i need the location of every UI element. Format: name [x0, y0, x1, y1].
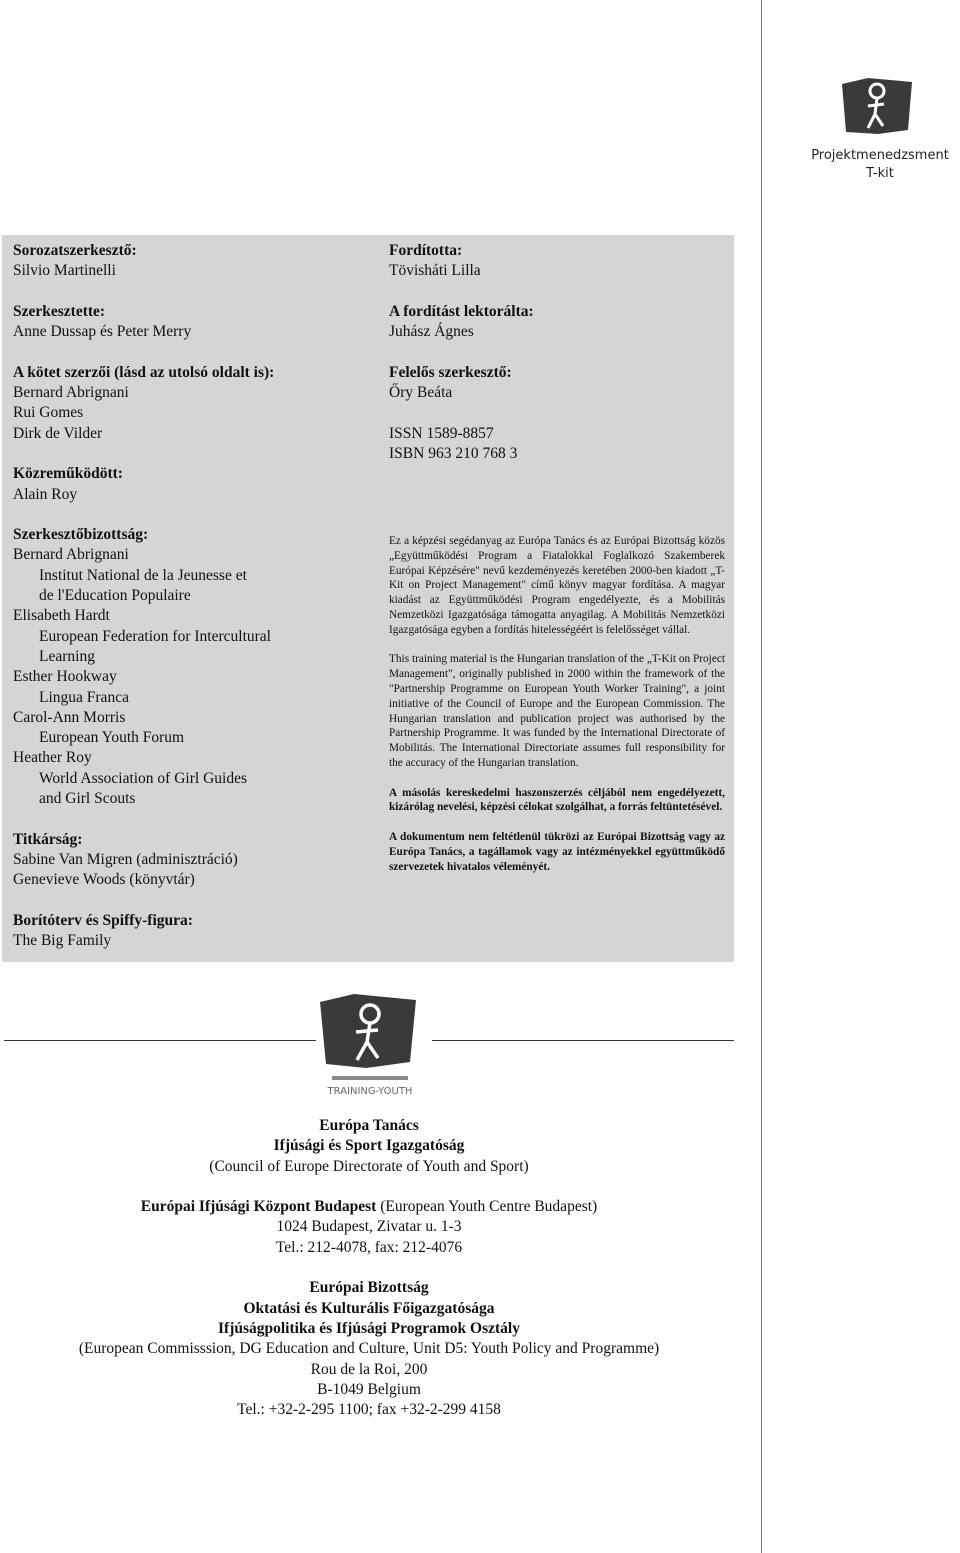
contributed-block: [13, 464, 373, 505]
authors-label: A kötet szerzői (lásd az utolsó oldalt is):: [13, 363, 275, 381]
board-organisation: Learning: [39, 647, 95, 665]
board-organisation: European Federation for Intercultural: [39, 627, 271, 645]
proofread-block: [389, 302, 729, 343]
board-member: Carol-Ann Morris: [13, 708, 126, 726]
credits-left-column: [13, 241, 373, 972]
translated-label: Fordította:: [389, 242, 463, 259]
ec-address-street: Rou de la Roi, 200: [310, 1360, 428, 1378]
responsible-editor-block: [389, 363, 729, 404]
cover-design-block: [13, 911, 373, 952]
board-organisation: and Girl Scouts: [39, 790, 136, 808]
logo-caption: TRAINING-YOUTH: [327, 1086, 413, 1097]
credits-right-column: [389, 241, 729, 485]
coe-directorate: Ifjúsági és Sport Igazgatóság: [273, 1137, 465, 1155]
contributed-label: Közreműködött:: [13, 465, 123, 483]
board-member: Bernard Abrignani: [13, 546, 129, 564]
author-name: Bernard Abrignani: [13, 384, 129, 402]
editorial-board-label: Szerkesztőbizottság:: [13, 526, 149, 544]
proofread-name: Juhász Ágnes: [389, 323, 474, 341]
edited-by-block: [13, 302, 373, 343]
author-name: Dirk de Vilder: [13, 424, 103, 442]
contributed-name: Alain Roy: [13, 485, 78, 503]
coe-block: [0, 1116, 738, 1177]
eycb-block: [0, 1197, 738, 1258]
eycb-phone: Tel.: 212-4078, fax: 212-4076: [275, 1238, 463, 1256]
contact-footer: [0, 1116, 738, 1441]
series-editor-name: Silvio Martinelli: [13, 262, 116, 280]
series-editor-block: [13, 241, 373, 282]
board-organisation: European Youth Forum: [39, 729, 185, 747]
ec-block: [0, 1278, 738, 1420]
divider-left: [4, 1040, 316, 1041]
ec-address-city: B-1049 Belgium: [317, 1380, 421, 1398]
secretariat-name: Genevieve Woods (könyvtár): [13, 871, 195, 889]
t-kit-logo-icon: [838, 74, 916, 138]
authors-block: [13, 363, 373, 444]
secretariat-block: [13, 830, 373, 891]
board-organisation: Lingua Franca: [39, 688, 129, 706]
ec-phone: Tel.: +32-2-295 1100; fax +32-2-299 4158: [237, 1401, 501, 1419]
board-organisation: Institut National de la Jeunesse et: [39, 566, 247, 584]
edited-by-label: Szerkesztette:: [13, 302, 106, 320]
cover-design-label: Borítóterv és Spiffy-figura:: [13, 911, 193, 929]
ec-unit: Ifjúságpolitika és Ifjúsági Programok Osztály: [218, 1319, 520, 1337]
eycb-address: 1024 Budapest, Zivatar u. 1-3: [276, 1218, 462, 1236]
board-organisation: de l'Education Populaire: [39, 587, 191, 605]
divider-right: [432, 1040, 734, 1041]
eycb-name: Európai Ifjúsági Központ Budapest: [140, 1198, 377, 1216]
ec-dg: Oktatási és Kulturális Főigazgatósága: [243, 1299, 495, 1317]
eycb-english: (European Youth Centre Budapest): [380, 1198, 598, 1216]
editorial-board-block: [13, 525, 373, 809]
series-editor-label: Sorozatszerkesztő:: [13, 242, 137, 259]
author-name: Rui Gomes: [13, 404, 84, 422]
note-disclaimer: A dokumentum nem feltétlenül tükrözi az Európai Bizottság vagy az Európa Tanács, a tagállamok vagy az intézményekkel együttműködő szervezetek hivatalos véleményét.: [389, 830, 725, 873]
header-subtitle: T-kit: [866, 166, 894, 181]
board-member: Esther Hookway: [13, 668, 117, 686]
ec-english: (European Commisssion, DG Education and Culture, Unit D5: Youth Policy and Programme): [78, 1340, 660, 1358]
note-english: This training material is the Hungarian translation of the „T-Kit on Project Management", originally published in 2000 within the framework of the "Partnership Programme on European Youth Worker Training", a joint initiative of the Council of Europe and the European Commission. The Hungarian translation and publication project was authorised by the Partnership Programme. It was funded by the International Directorate of Mobilitás. The International Directoriate assumes full responsibility for the accuracy of the Hungarian translation.: [389, 653, 725, 769]
board-member: Elisabeth Hardt: [13, 607, 110, 625]
responsible-editor-name: Őry Beáta: [389, 384, 453, 402]
margin-rule: [761, 0, 762, 1553]
header-title: Projektmenedzsment: [811, 148, 949, 163]
edited-by-names: Anne Dussap és Peter Merry: [13, 323, 192, 341]
training-youth-logo-icon: [310, 988, 428, 1100]
coe-english: (Council of Europe Directorate of Youth and Sport): [209, 1157, 529, 1175]
eycb-title-line: [0, 1197, 738, 1217]
translated-name: Tövisháti Lilla: [389, 262, 481, 280]
running-header: [800, 147, 960, 183]
note-copyright: A másolás kereskedelmi haszonszerzés céljából nem engedélyezett, kizárólag nevelési, képzési célokat szolgálhat, a forrás feltüntetésével.: [389, 786, 725, 814]
issn: ISSN 1589-8857: [389, 424, 494, 442]
ec-name: Európai Bizottság: [309, 1279, 429, 1297]
responsible-editor-label: Felelős szerkesztő:: [389, 363, 512, 381]
note-hungarian: Ez a képzési segédanyag az Európa Tanács és az Európai Bizottság közös „Együttműködési Program a Fiatalokkal Foglalkozó Szakemberek Európai Képzésére" nevű kezdeményezés keretében 2000-ben kiadott „T-Kit on Project Management" című könyv magyar fordítása. A magyar kiadást az Együttműködési Program engedélyezte, és a Mobilitás Nemzetközi Igazgatósága támogatta anyagilag. A Mobilitás Nemzetközi Igazgatósága egyben a fordítás hitelességéért is felelősséget vállal.: [389, 535, 725, 636]
board-organisation: World Association of Girl Guides: [39, 769, 247, 787]
identifiers-block: [389, 424, 729, 465]
publication-notes: [389, 534, 725, 889]
isbn: ISBN 963 210 768 3: [389, 444, 518, 462]
cover-design-name: The Big Family: [13, 932, 112, 950]
secretariat-label: Titkárság:: [13, 830, 83, 848]
coe-name: Európa Tanács: [319, 1117, 419, 1134]
secretariat-name: Sabine Van Migren (adminisztráció): [13, 850, 238, 868]
board-member: Heather Roy: [13, 749, 92, 767]
proofread-label: A fordítást lektorálta:: [389, 302, 534, 320]
translated-block: [389, 241, 729, 282]
